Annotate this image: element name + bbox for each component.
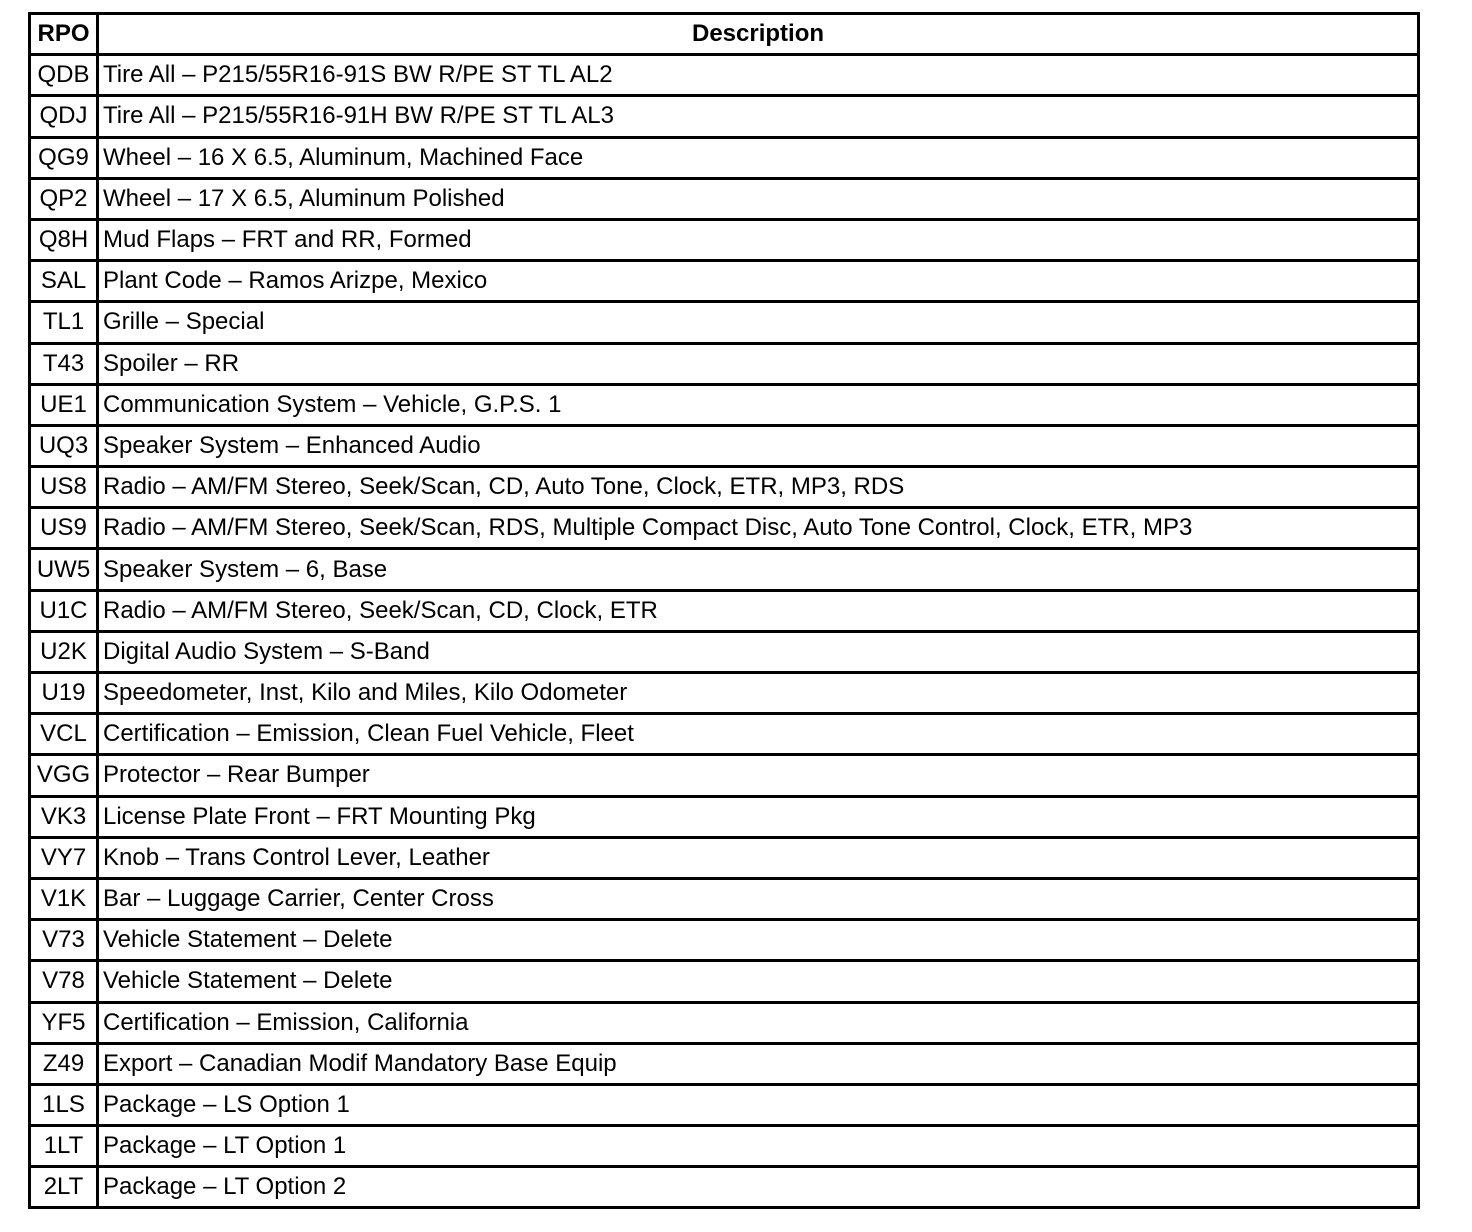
rpo-code-cell: US8 <box>31 468 99 509</box>
rpo-code-cell: U2K <box>31 633 99 674</box>
table-body <box>31 56 1417 1206</box>
description-cell: Spoiler – RR <box>99 345 1417 386</box>
description-cell: Certification – Emission, California <box>99 1004 1417 1045</box>
rpo-code-cell: Z49 <box>31 1045 99 1086</box>
description-cell: Vehicle Statement – Delete <box>99 921 1417 962</box>
header-description: Description <box>99 15 1417 56</box>
rpo-code-cell: U19 <box>31 674 99 715</box>
description-cell: Radio – AM/FM Stereo, Seek/Scan, RDS, Multiple Compact Disc, Auto Tone Control, Clock, ETR, MP3 <box>99 509 1417 550</box>
description-cell: Tire All – P215/55R16-91H BW R/PE ST TL AL3 <box>99 97 1417 138</box>
table-row <box>31 592 1417 633</box>
rpo-code-cell: V1K <box>31 880 99 921</box>
table-row <box>31 798 1417 839</box>
header-rpo: RPO <box>31 15 99 56</box>
rpo-code-cell: V73 <box>31 921 99 962</box>
description-cell: Speaker System – 6, Base <box>99 550 1417 591</box>
rpo-code-cell: US9 <box>31 509 99 550</box>
table-row <box>31 674 1417 715</box>
rpo-code-cell: 1LT <box>31 1127 99 1168</box>
description-cell: Radio – AM/FM Stereo, Seek/Scan, CD, Auto Tone, Clock, ETR, MP3, RDS <box>99 468 1417 509</box>
rpo-code-cell: QDJ <box>31 97 99 138</box>
rpo-code-cell: VY7 <box>31 839 99 880</box>
description-cell: Plant Code – Ramos Arizpe, Mexico <box>99 262 1417 303</box>
rpo-code-cell: QP2 <box>31 180 99 221</box>
table-row <box>31 427 1417 468</box>
description-cell: Mud Flaps – FRT and RR, Formed <box>99 221 1417 262</box>
description-cell: Certification – Emission, Clean Fuel Vehicle, Fleet <box>99 715 1417 756</box>
description-cell: Package – LS Option 1 <box>99 1086 1417 1127</box>
description-cell: Speaker System – Enhanced Audio <box>99 427 1417 468</box>
table-row <box>31 1086 1417 1127</box>
rpo-code-cell: T43 <box>31 345 99 386</box>
table-row <box>31 97 1417 138</box>
description-cell: License Plate Front – FRT Mounting Pkg <box>99 798 1417 839</box>
table-row <box>31 1168 1417 1206</box>
rpo-code-cell: QG9 <box>31 139 99 180</box>
table-row <box>31 468 1417 509</box>
table-row <box>31 1045 1417 1086</box>
description-cell: Knob – Trans Control Lever, Leather <box>99 839 1417 880</box>
description-cell: Tire All – P215/55R16-91S BW R/PE ST TL AL2 <box>99 56 1417 97</box>
rpo-code-cell: U1C <box>31 592 99 633</box>
description-cell: Wheel – 17 X 6.5, Aluminum Polished <box>99 180 1417 221</box>
table-row <box>31 262 1417 303</box>
rpo-code-cell: UE1 <box>31 386 99 427</box>
rpo-code-cell: 2LT <box>31 1168 99 1206</box>
rpo-code-cell: SAL <box>31 262 99 303</box>
description-cell: Package – LT Option 2 <box>103 1173 347 1201</box>
description-cell: Speedometer, Inst, Kilo and Miles, Kilo Odometer <box>99 674 1417 715</box>
description-cell: Bar – Luggage Carrier, Center Cross <box>99 880 1417 921</box>
description-cell: Digital Audio System – S-Band <box>99 633 1417 674</box>
table-row <box>31 921 1417 962</box>
description-cell: Wheel – 16 X 6.5, Aluminum, Machined Face <box>99 139 1417 180</box>
rpo-code-cell: QDB <box>31 56 99 97</box>
rpo-code-cell: V78 <box>31 962 99 1003</box>
table-row <box>31 715 1417 756</box>
description-cell: Protector – Rear Bumper <box>99 756 1417 797</box>
table-row <box>31 962 1417 1003</box>
description-cell: Communication System – Vehicle, G.P.S. 1 <box>99 386 1417 427</box>
description-cell: Export – Canadian Modif Mandatory Base Equip <box>99 1045 1417 1086</box>
rpo-code-cell: VK3 <box>31 798 99 839</box>
rpo-code-cell: UQ3 <box>31 427 99 468</box>
rpo-code-cell: 1LS <box>31 1086 99 1127</box>
table-row <box>31 756 1417 797</box>
description-cell: Vehicle Statement – Delete <box>99 962 1417 1003</box>
table-row <box>31 550 1417 591</box>
rpo-code-cell: YF5 <box>31 1004 99 1045</box>
rpo-code-cell: VGG <box>31 756 99 797</box>
rpo-code-cell: UW5 <box>31 550 99 591</box>
table-row <box>31 1127 1417 1168</box>
table-row <box>31 633 1417 674</box>
table-row <box>31 1004 1417 1045</box>
header-row <box>31 15 1417 56</box>
table-row <box>31 509 1417 550</box>
table-row <box>31 386 1417 427</box>
table-row <box>31 221 1417 262</box>
table-row <box>31 180 1417 221</box>
table-row <box>31 839 1417 880</box>
table-row <box>31 303 1417 344</box>
table-header <box>31 15 1417 56</box>
table-row <box>31 139 1417 180</box>
table-row <box>31 880 1417 921</box>
rpo-code-cell: TL1 <box>31 303 99 344</box>
description-cell: Grille – Special <box>99 303 1417 344</box>
rpo-code-cell: VCL <box>31 715 99 756</box>
description-cell: Radio – AM/FM Stereo, Seek/Scan, CD, Clock, ETR <box>99 592 1417 633</box>
table-row <box>31 345 1417 386</box>
rpo-code-cell: Q8H <box>31 221 99 262</box>
rpo-table <box>28 12 1420 1209</box>
description-cell: Package – LT Option 1 <box>99 1127 1417 1168</box>
table-row <box>31 56 1417 97</box>
